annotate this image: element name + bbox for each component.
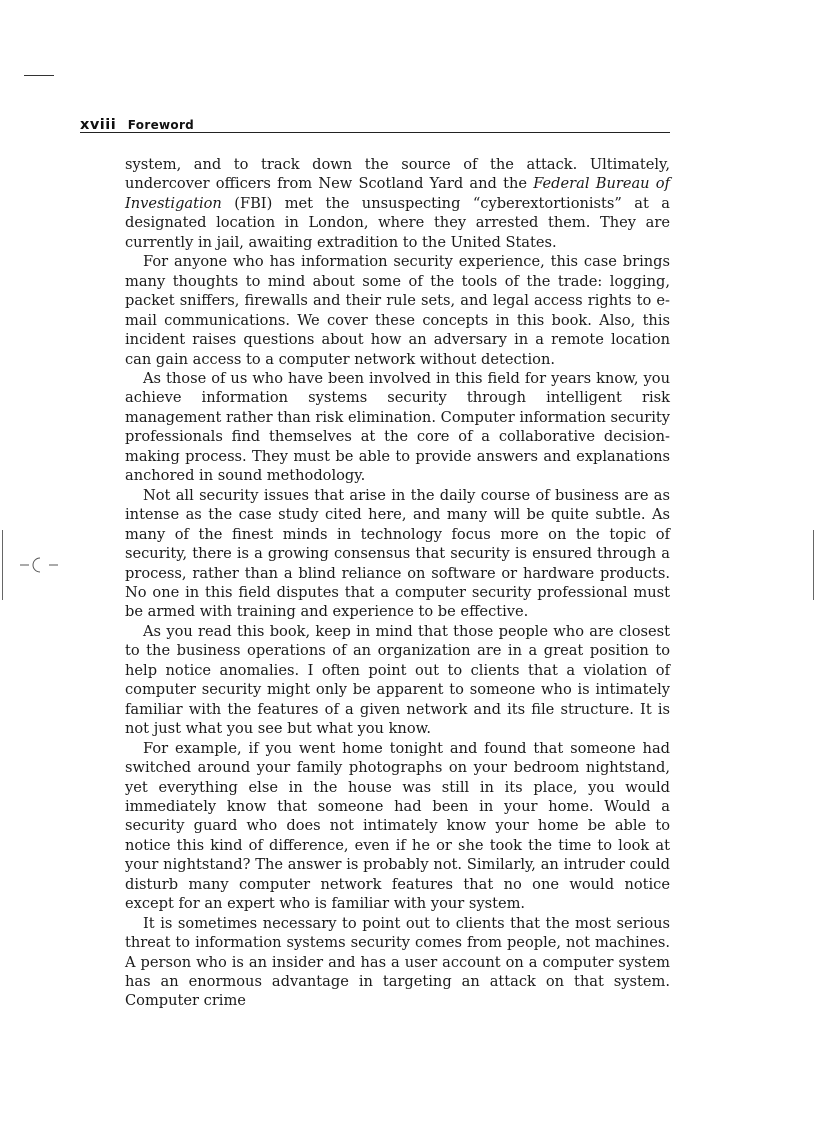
paragraph: Not all security issues that arise in the daily course of business are as intense as the case study cited here, and many will be quite subtle. As many of the finest minds in technology focus more on the topic of security, there is a growing consensus that security is ensured through a process, rather than a blind reliance on software or hardware products. No one in this field disputes that a computer security professional must be armed with training and experience to be effective.	[125, 486, 670, 621]
paragraph-continued: system, and to track down the source of the attack. Ultimately, undercover officers from New Scotland Yard and the Federal Bureau of Investigation (FBI) met the unsuspecting “cyberextortionists” at a designated location in London, where they arrested them. They are currently in jail, awaiting extradition to the United States.	[125, 156, 670, 251]
margin-line-right	[813, 530, 814, 600]
paragraph: As you read this book, keep in mind that those people who are closest to the business operations of an organization are in a great position to help notice anomalies. I often point out to clients that a violation of computer security might only be apparent to someone who is intimately familiar with the features of a given network and its file structure. It is not just what you see but what you know.	[125, 622, 670, 738]
running-head	[80, 114, 670, 133]
page-number: xviii	[80, 117, 117, 133]
paragraph: For anyone who has information security experience, this case brings many thoughts to mind about some of the tools of the trade: logging, packet sniffers, firewalls and their rule sets, and legal access rights to e-mail communications. We cover these concepts in this book. Also, this incident raises questions about how an adversary in a remote location can gain access to a computer network without detection.	[125, 253, 670, 368]
paragraph: It is sometimes necessary to point out to clients that the most serious threat to information systems security comes from people, not machines. A person who is an insider and has a user account on a computer system has an enormous advantage in targeting an attack on that system. Computer crime	[125, 914, 670, 1010]
paragraph: As those of us who have been involved in this field for years know, you achieve information systems security through intelligent risk management rather than risk elimination. Computer information security professionals find themselves at the core of a collaborative decision-making process. They must be able to provide answers and explanations anchored in sound methodology.	[125, 369, 670, 485]
section-title: Foreword	[127, 118, 195, 132]
paragraph: For example, if you went home tonight and found that someone had switched around your family photographs on your bedroom nightstand, yet everything else in the house was still in its place, you would immediately know that someone had been in your home. Would a security guard who does not intimately know your home be able to notice this kind of difference, even if he or she took the time to look at your nightstand? The answer is probably not. Similarly, an intruder could disturb many computer network features that no one would notice except for an expert who is familiar with your system.	[125, 739, 670, 913]
crop-mark-top	[24, 75, 54, 76]
registration-mark-icon	[20, 555, 64, 575]
agency-name: Federal Bureau of Investigation	[125, 175, 670, 212]
margin-line-left	[2, 530, 3, 600]
body-text	[125, 155, 670, 1011]
